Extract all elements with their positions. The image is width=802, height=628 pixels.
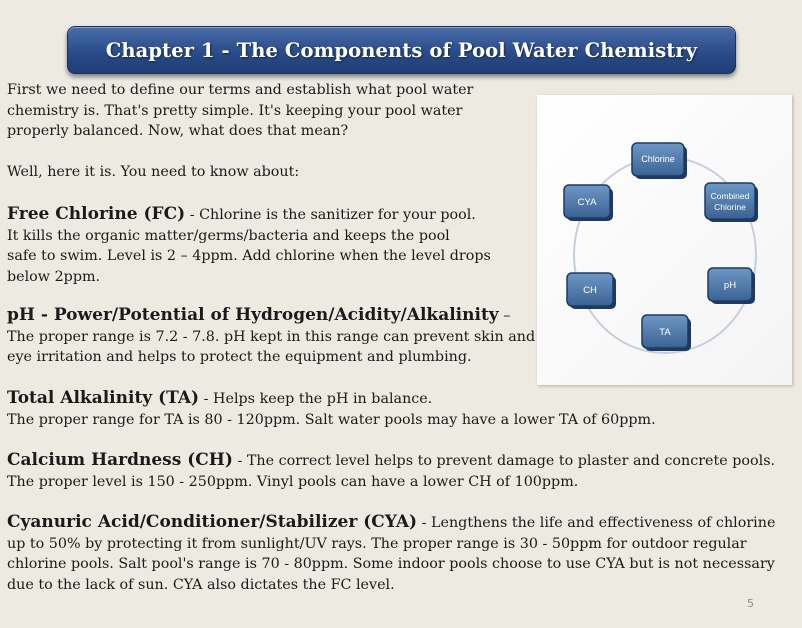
cycle-diagram — [537, 95, 792, 385]
node-ta-label: TA — [659, 327, 671, 338]
node-cya — [564, 185, 613, 221]
node-chlorine-label: Chlorine — [641, 154, 675, 164]
cycle-diagram-svg — [537, 95, 792, 385]
section-free-chlorine — [7, 204, 491, 287]
ta-heading: Total Alkalinity (TA) — [7, 388, 200, 408]
cya-text: chlorine pools. Salt pool's range is 70 - 80ppm. Some indoor pools choose to use CYA but is not necessary — [7, 556, 775, 572]
section-cyanuric-acid — [7, 512, 775, 595]
ta-text: - Helps keep the pH in balance. — [199, 391, 433, 407]
ph-heading-tail: – — [498, 308, 511, 324]
ta-text: The proper range for TA is 80 - 120ppm. Salt water pools may have a lower TA of 60ppm. — [7, 411, 656, 428]
ch-text: The proper level is 150 - 250ppm. Vinyl pools can have a lower CH of 100ppm. — [7, 473, 579, 490]
chapter-title: Chapter 1 - The Components of Pool Water Chemistry — [105, 38, 698, 62]
fc-heading: Free Chlorine (FC) — [7, 204, 186, 224]
section-calcium-hardness — [7, 450, 775, 492]
cya-text: up to 50% by protecting it from sunlight/UV rays. The proper range is 30 - 50ppm for outdoor regular — [7, 535, 747, 552]
fc-text: below 2ppm. — [7, 268, 101, 285]
node-combined-label-2: Chlorine — [714, 202, 746, 212]
cya-heading: Cyanuric Acid/Conditioner/Stabilizer (CYA) — [7, 512, 418, 532]
node-chlorine — [632, 143, 687, 179]
cya-text: - Lengthens the life and effectiveness of chlorine — [417, 515, 776, 531]
cya-text: due to the lack of sun. CYA also dictates the FC level. — [7, 576, 395, 593]
chapter-title-banner — [67, 26, 736, 74]
node-ta — [642, 315, 691, 351]
page-number: 5 — [747, 597, 754, 610]
ph-heading: pH - Power/Potential of Hydrogen/Acidity/Alkalinity — [7, 305, 499, 325]
section-total-alkalinity — [7, 388, 656, 430]
ch-heading: Calcium Hardness (CH) — [7, 450, 233, 470]
intro-line: First we need to define our terms and establish what pool water — [7, 82, 474, 98]
ch-text: - The correct level helps to prevent damage to plaster and concrete pools. — [232, 453, 776, 469]
intro-line: properly balanced. Now, what does that mean? — [7, 123, 349, 139]
intro-lead — [7, 162, 299, 183]
node-combined-chlorine — [705, 183, 758, 222]
ph-text: eye irritation and helps to protect the equipment and plumbing. — [7, 349, 472, 365]
fc-text: safe to swim. Level is 2 – 4ppm. Add chlorine when the level drops — [7, 248, 491, 264]
intro-line: chemistry is. That's pretty simple. It's keeping your pool water — [7, 102, 463, 119]
section-ph — [7, 305, 535, 368]
node-ch-label: CH — [583, 285, 597, 296]
node-combined-label-1: Combined — [710, 191, 750, 201]
node-ch — [567, 273, 616, 309]
node-ph-label: pH — [723, 280, 737, 291]
ph-text: The proper range is 7.2 - 7.8. pH kept in this range can prevent skin and — [7, 328, 536, 345]
fc-text: It kills the organic matter/germs/bacteria and keeps the pool — [7, 227, 450, 244]
node-ph — [708, 268, 755, 304]
intro-paragraph — [7, 80, 473, 142]
intro-lead-text: Well, here it is. You need to know about: — [7, 164, 300, 180]
node-cya-label: CYA — [577, 197, 597, 208]
fc-text: - Chlorine is the sanitizer for your pool. — [185, 207, 476, 223]
